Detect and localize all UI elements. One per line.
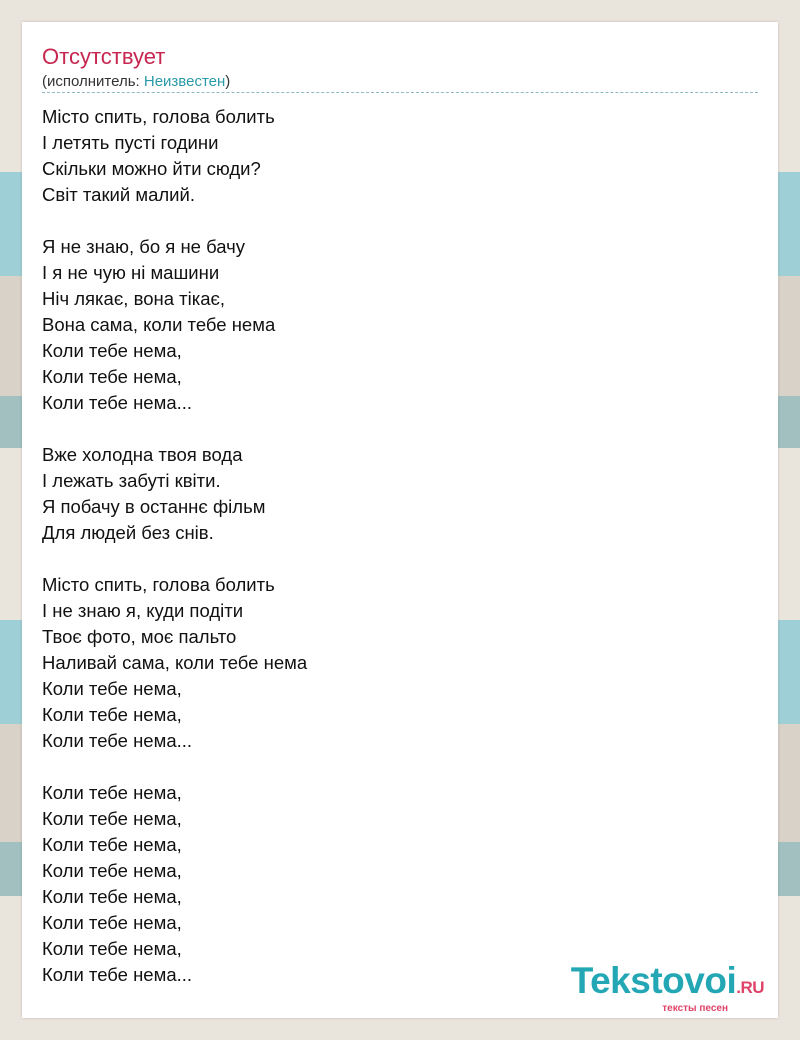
- lyrics-line: І лежать забуті квіти.: [42, 470, 221, 491]
- artist-prefix: (исполнитель:: [42, 73, 144, 90]
- lyrics-line: Вона сама, коли тебе нема: [42, 314, 276, 335]
- lyrics-line: Місто спить, голова болить: [42, 574, 275, 595]
- lyrics-line: Коли тебе нема,: [42, 938, 182, 959]
- lyrics-line: І не знаю я, куди подіти: [42, 600, 244, 621]
- lyrics-stanza: [42, 104, 758, 208]
- lyrics-stanza: [42, 234, 758, 416]
- lyrics-line: Коли тебе нема,: [42, 366, 182, 387]
- lyrics-line: Коли тебе нема,: [42, 912, 182, 933]
- lyrics-line: І я не чую ні машини: [42, 262, 220, 283]
- lyrics-stanza: [42, 572, 758, 754]
- artist-line: [42, 73, 230, 90]
- title-divider: [42, 92, 758, 93]
- lyrics-line: Коли тебе нема...: [42, 392, 193, 413]
- artist-link[interactable]: Неизвестен: [143, 73, 226, 90]
- lyrics-line: Коли тебе нема,: [42, 678, 182, 699]
- lyrics-stanza: [42, 780, 758, 988]
- lyrics-line: Коли тебе нема,: [42, 704, 182, 725]
- lyrics-line: Коли тебе нема,: [42, 782, 182, 803]
- lyrics-line: Місто спить, голова болить: [42, 106, 275, 127]
- song-title: Отсутствует: [42, 44, 166, 69]
- artist-suffix: ): [225, 73, 231, 90]
- lyrics-line: Для людей без снів.: [42, 522, 214, 543]
- logo-tld: .RU: [736, 978, 764, 997]
- site-logo[interactable]: [571, 962, 764, 1014]
- lyrics-line: І летять пусті години: [42, 132, 219, 153]
- lyrics-line: Коли тебе нема,: [42, 834, 182, 855]
- logo-main-text: Tekstovoi: [570, 960, 737, 1001]
- logo-wordmark: [571, 962, 764, 1007]
- lyrics-stanza: [42, 442, 758, 546]
- lyrics-line: Коли тебе нема...: [42, 730, 193, 751]
- lyrics-line: Коли тебе нема,: [42, 886, 182, 907]
- lyrics-line: Я не знаю, бо я не бачу: [42, 236, 246, 257]
- lyrics-line: Я побачу в останнє фільм: [42, 496, 266, 517]
- lyrics-line: Вже холодна твоя вода: [42, 444, 243, 465]
- lyrics-line: Скільки можно йти сюди?: [42, 158, 261, 179]
- lyrics-line: Світ такий малий.: [42, 184, 195, 205]
- lyrics-body: [42, 104, 758, 1014]
- lyrics-line: Коли тебе нема,: [42, 860, 182, 881]
- lyrics-line: Ніч лякає, вона тікає,: [42, 288, 226, 309]
- lyrics-line: Твоє фото, моє пальто: [42, 626, 237, 647]
- logo-subtitle: тексты песен: [662, 1003, 728, 1014]
- lyrics-line: Наливай сама, коли тебе нема: [42, 652, 308, 673]
- lyrics-line: Коли тебе нема,: [42, 340, 182, 361]
- lyrics-line: Коли тебе нема,: [42, 808, 182, 829]
- lyrics-sheet: [22, 22, 778, 1018]
- lyrics-line: Коли тебе нема...: [42, 964, 193, 985]
